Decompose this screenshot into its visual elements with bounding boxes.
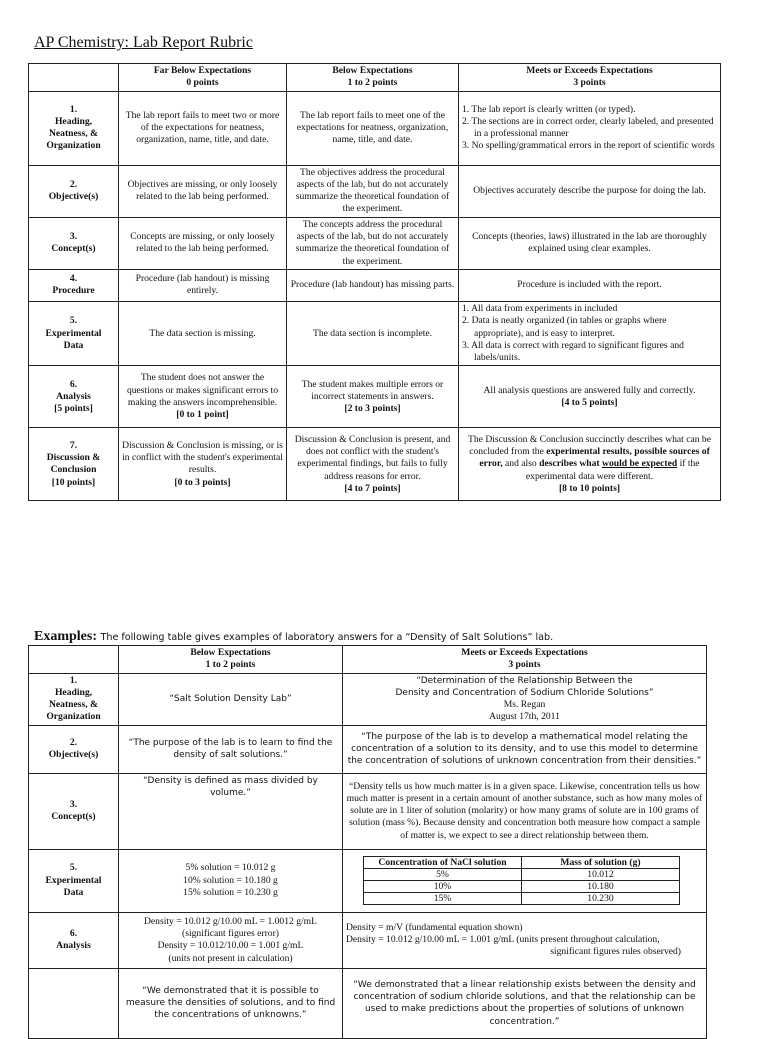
rubric-table — [28, 63, 721, 501]
example-below: “Salt Solution Density Lab” — [119, 673, 343, 725]
cell-meets: Procedure is included with the report. — [459, 269, 721, 301]
examples-table — [28, 645, 707, 1039]
row-label: 3. Concept(s) — [29, 217, 119, 269]
row-label: 1. Heading, Neatness, & Organization — [29, 673, 119, 725]
rubric-header-below: Below Expectations 1 to 2 points — [287, 64, 459, 92]
examples-header-meets: Meets or Exceeds Expectations 3 points — [343, 646, 707, 674]
example-below: Density = 10.012 g/10.00 mL = 1.0012 g/mL (significant figures error) Density = 10.012/10.00 = 1.001 g/mL (units not present in calculation) — [119, 912, 343, 968]
row-label: 7. Discussion & Conclusion [10 points] — [29, 428, 119, 501]
cell-below: The concepts address the procedural aspects of the lab, but do not accurately summarize the theoretical foundation of the experiment. — [287, 217, 459, 269]
points-range: [2 to 3 points] — [344, 403, 401, 415]
list-item: 2. The sections are in correct order, clearly labeled, and presented in a professional manner — [462, 115, 714, 140]
rubric-row-procedure — [29, 269, 721, 301]
rubric-row-analysis — [29, 366, 721, 428]
cell-meets: Concepts (theories, laws) illustrated in the lab are thoroughly explained using clear examples. — [459, 217, 721, 269]
table-header-row — [364, 857, 680, 869]
examples-row-heading — [29, 673, 707, 725]
page-title: AP Chemistry: Lab Report Rubric — [34, 34, 253, 51]
list-item: 3. All data is correct with regard to significant figures and labels/units. — [462, 339, 684, 364]
rubric-row-discussion — [29, 428, 721, 501]
cell-below: The data section is incomplete. — [287, 301, 459, 365]
cell-below: Procedure (lab handout) has missing parts. — [287, 269, 459, 301]
examples-row-objectives — [29, 725, 707, 773]
cell-far-below: Procedure (lab handout) is missing entirely. — [119, 269, 287, 301]
examples-header-below: Below Expectations 1 to 2 points — [119, 646, 343, 674]
table-header: Mass of solution (g) — [522, 857, 680, 869]
examples-row-conclusion — [29, 968, 707, 1038]
cell-far-below: The student does not answer the questions or makes significant errors to making the answers incomprehensible. [0 to 1 point] — [119, 366, 287, 428]
table-row: 5% 10.012 — [364, 869, 680, 881]
row-label: 2. Objective(s) — [29, 725, 119, 773]
cell-below: The student makes multiple errors or incorrect statements in answers. [2 to 3 points] — [287, 366, 459, 428]
example-below: 5% solution = 10.012 g 10% solution = 10.180 g 15% solution = 10.230 g — [119, 849, 343, 912]
row-label — [29, 968, 119, 1038]
examples-corner-cell — [29, 646, 119, 674]
rubric-row-objectives — [29, 165, 721, 217]
examples-header-row — [29, 646, 707, 674]
table-header: Concentration of NaCl solution — [364, 857, 522, 869]
cell-below: The lab report fails to meet one of the expectations for neatness, organization, name, title, and date. — [287, 91, 459, 165]
rubric-header-meets: Meets or Exceeds Expectations 3 points — [459, 64, 721, 92]
points-range: [0 to 1 point] — [176, 409, 229, 421]
cell-far-below: Discussion & Conclusion is missing, or is in conflict with the student's experimental results. [0 to 3 points] — [119, 428, 287, 501]
example-meets: “The purpose of the lab is to develop a mathematical model relating the concentration of a solution to its density, and to use this model to determine the concentration of solutions of unknown concentration from their densities.” — [343, 725, 707, 773]
table-row: 15% 10.230 — [364, 893, 680, 905]
example-meets: Density = m/V (fundamental equation shown) Density = 10.012 g/10.00 mL = 1.001 g/mL (units present throughout calculation, significant figures rules observed) — [343, 912, 707, 968]
list-item: 3. No spelling/grammatical errors in the report of scientific words — [462, 140, 715, 152]
example-meets: “We demonstrated that a linear relationship exists between the density and concentration of sodium chloride solutions, and that the relationship can be used to make predictions about the properties of solutions of unknown concentration.” — [343, 968, 707, 1038]
cell-meets — [459, 301, 721, 365]
cell-far-below: Objectives are missing, or only loosely related to the lab being performed. — [119, 165, 287, 217]
cell-meets: All analysis questions are answered fully and correctly. [4 to 5 points] — [459, 366, 721, 428]
criteria-list — [462, 303, 717, 364]
example-meets — [343, 849, 707, 912]
row-label: 2. Objective(s) — [29, 165, 119, 217]
cell-far-below: The lab report fails to meet two or more of the expectations for neatness, organization, name, title, and date. — [119, 91, 287, 165]
points-range: [0 to 3 points] — [174, 476, 231, 488]
examples-row-data — [29, 849, 707, 912]
cell-far-below: The data section is missing. — [119, 301, 287, 365]
row-label: 6. Analysis [5 points] — [29, 366, 119, 428]
list-item: 1. All data from experiments in included — [462, 302, 618, 314]
examples-row-concepts — [29, 773, 707, 849]
example-data-table — [363, 856, 680, 905]
row-label: 4. Procedure — [29, 269, 119, 301]
rubric-corner-cell — [29, 64, 119, 92]
points-range: [4 to 5 points] — [561, 396, 618, 408]
cell-meets: The Discussion & Conclusion succinctly describes what can be concluded from the experimental results, possible sources of error, and also describes what would be expected if the experimental data were different. [8 to 10 points] — [459, 428, 721, 501]
cell-below: The objectives address the procedural aspects of the lab, but do not accurately summarize the theoretical foundation of the experiment. — [287, 165, 459, 217]
table-row: 10% 10.180 — [364, 881, 680, 893]
cell-meets — [459, 91, 721, 165]
example-meets: “Density tells us how much matter is in a given space. Likewise, concentration tells us how much matter is present in a certain amount of another substance, such as how many moles of solute are in 1 liter of solution (molarity) or how many grams of solute are in 100 grams of solution (mass %). Because density and concentration both measure how compact a sample of matter is, we expect to see a direct relationship between them. — [343, 773, 707, 849]
examples-label: Examples: — [34, 629, 97, 644]
rubric-row-concepts — [29, 217, 721, 269]
example-meets: “Determination of the Relationship Between the Density and Concentration of Sodium Chloride Solutions” Ms. Regan August 17th, 2011 — [343, 673, 707, 725]
points-range: [8 to 10 points] — [558, 482, 621, 494]
points-range: [4 to 7 points] — [344, 482, 401, 494]
list-item: 1. The lab report is clearly written (or typed). — [462, 103, 636, 115]
row-label: 6. Analysis — [29, 912, 119, 968]
rubric-row-data — [29, 301, 721, 365]
cell-far-below: Concepts are missing, or only loosely related to the lab being performed. — [119, 217, 287, 269]
examples-heading — [34, 629, 553, 645]
examples-row-analysis — [29, 912, 707, 968]
rubric-header-row — [29, 64, 721, 92]
rubric-row-heading — [29, 91, 721, 165]
criteria-list — [462, 104, 717, 153]
list-item: 2. Data is neatly organized (in tables or graphs where appropriate), and is easy to interpret. — [462, 315, 667, 339]
cell-meets: Objectives accurately describe the purpose for doing the lab. — [459, 165, 721, 217]
row-label: 5. Experimental Data — [29, 849, 119, 912]
example-below: “Density is defined as mass divided by volume.” — [119, 773, 343, 849]
rubric-header-far-below: Far Below Expectations 0 points — [119, 64, 287, 92]
row-label: 3. Concept(s) — [29, 773, 119, 849]
row-label: 5. Experimental Data — [29, 301, 119, 365]
example-below: “The purpose of the lab is to learn to find the density of salt solutions.” — [119, 725, 343, 773]
cell-below: Discussion & Conclusion is present, and does not conflict with the student's experimental findings, but fails to fully address reasons for error. [4 to 7 points] — [287, 428, 459, 501]
row-label: 1. Heading, Neatness, & Organization — [29, 91, 119, 165]
examples-intro: The following table gives examples of laboratory answers for a “Density of Salt Solutions” lab. — [100, 632, 554, 643]
example-below: “We demonstrated that it is possible to measure the densities of solutions, and to find the concentrations of unknowns.” — [119, 968, 343, 1038]
